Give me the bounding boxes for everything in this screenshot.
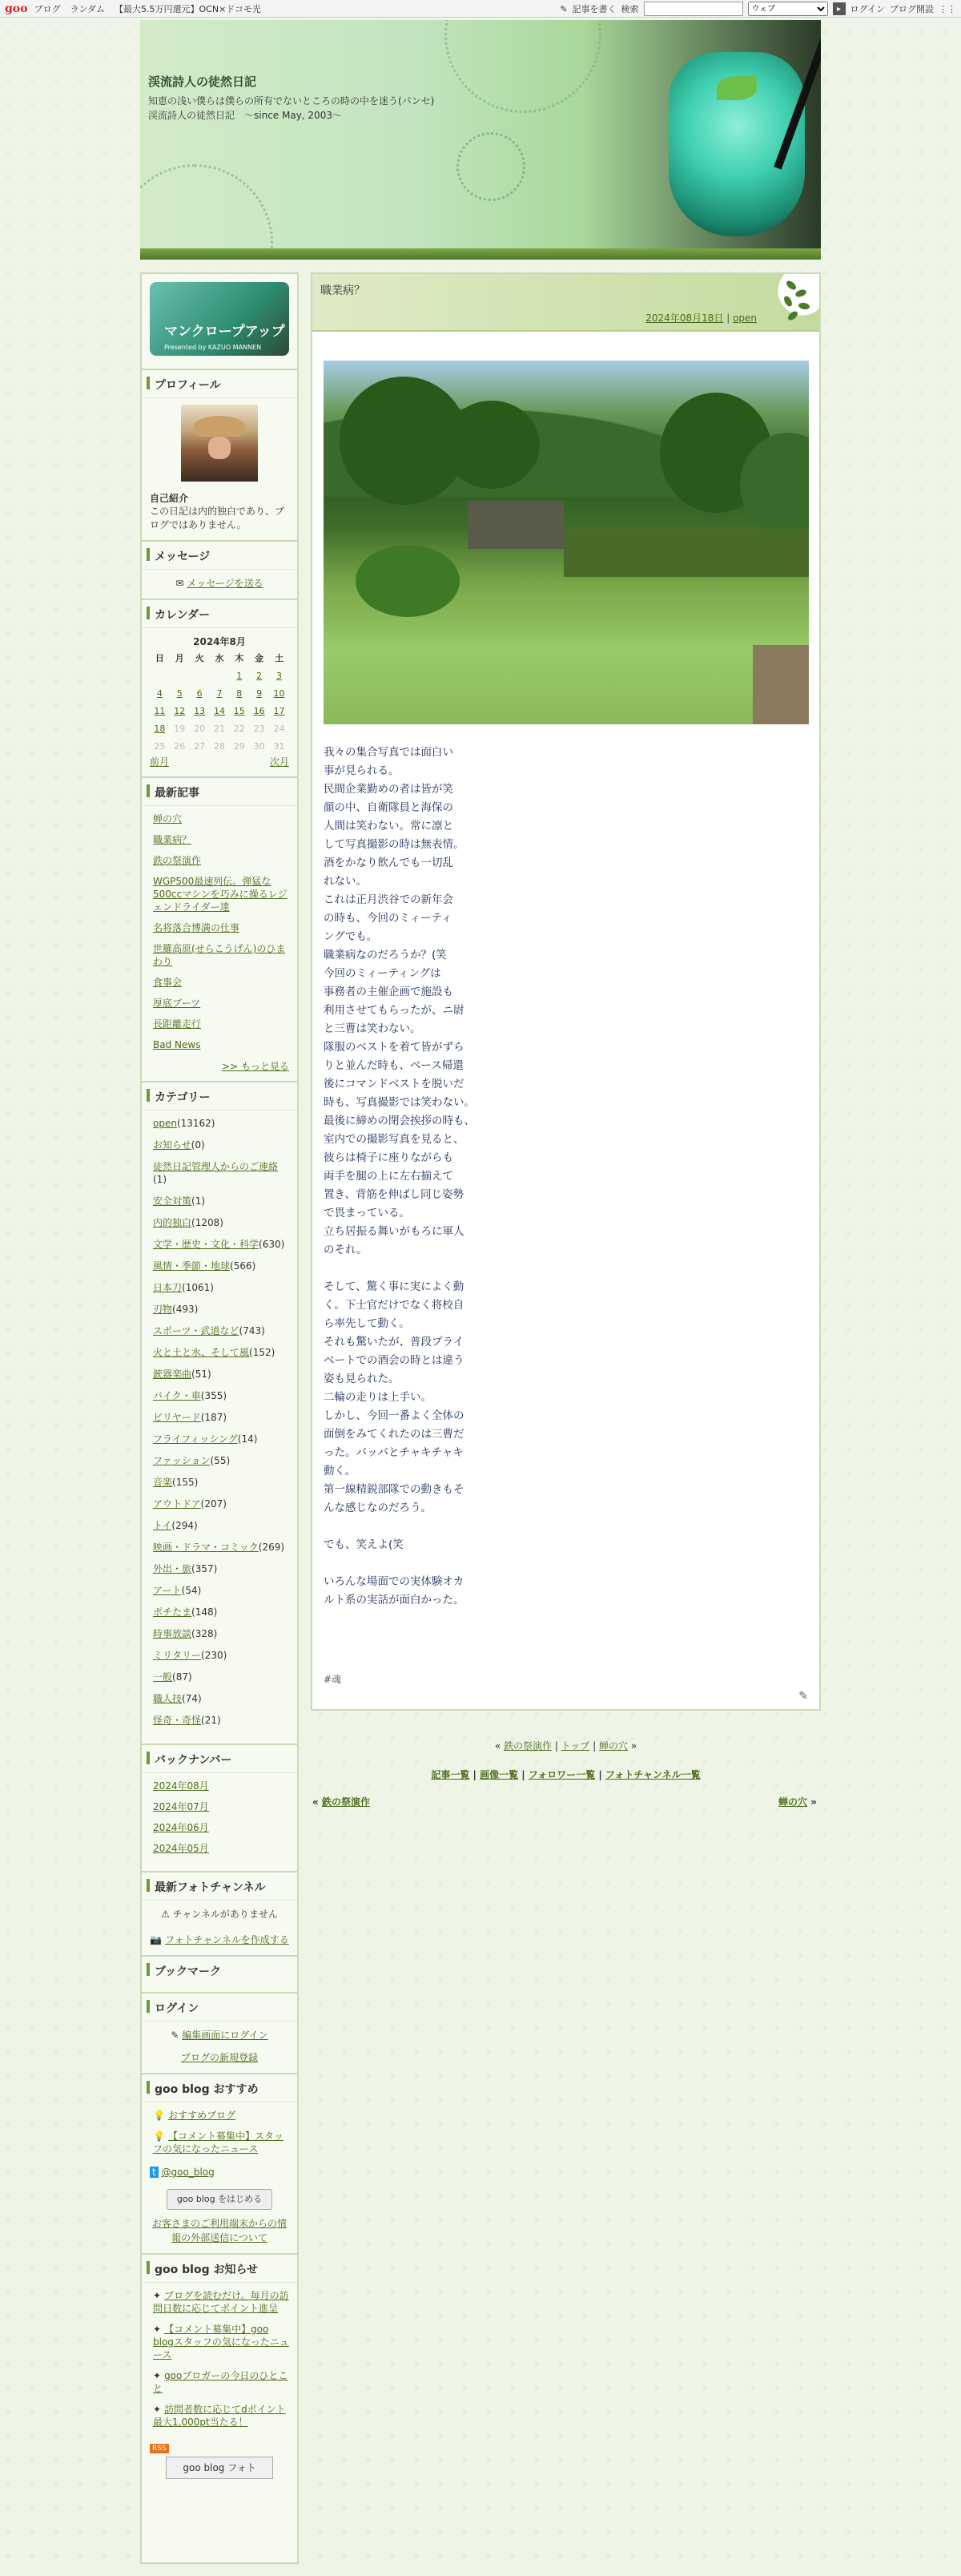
category-count: (51) <box>191 1369 211 1380</box>
menu-grid-icon[interactable]: ⋮⋮ <box>939 3 956 14</box>
next-entry-link[interactable]: 蝉の穴 <box>598 1740 628 1752</box>
recent-item-link[interactable]: WGP500最速列伝。弾猛な500ccマシンを巧みに操るレジェンドライダー達 <box>153 876 287 913</box>
recent-item-link[interactable]: 職業病？ <box>153 834 192 845</box>
follower-list-link[interactable]: フォロワー一覧 <box>528 1769 596 1780</box>
send-message-link[interactable]: メッセージを送る <box>187 578 263 589</box>
category-link[interactable]: スポーツ・武道など <box>153 1325 239 1336</box>
news-box <box>142 2255 297 2487</box>
backnumber-item <box>153 1800 289 1813</box>
category-item <box>153 1454 289 1467</box>
category-item <box>153 1117 289 1130</box>
entry-date-link[interactable]: 2024年08月18日 <box>645 312 724 324</box>
photo-channel-list-link[interactable]: フォトチャンネル一覧 <box>605 1769 701 1780</box>
banner-box <box>142 274 297 370</box>
search-button[interactable]: ▸ <box>833 2 846 15</box>
blog-title[interactable]: 渓流詩人の徒然日記 <box>148 75 257 89</box>
category-link[interactable]: フライフィッシング <box>153 1433 238 1445</box>
recent-box <box>142 778 297 1082</box>
calendar-table <box>150 649 289 755</box>
search-label: 検索 <box>621 4 639 14</box>
category-item <box>153 1671 289 1683</box>
recent-item-link[interactable]: 名将落合博満の仕事 <box>153 922 240 933</box>
login-box <box>142 1993 297 2074</box>
category-link[interactable]: ファッション <box>153 1455 211 1466</box>
category-item <box>153 1260 289 1272</box>
category-count: (357) <box>191 1563 218 1574</box>
leaf-ornament-icon <box>763 274 819 330</box>
calendar-day[interactable]: 2 <box>256 670 263 681</box>
goo-logo[interactable]: goo <box>5 2 28 15</box>
category-link[interactable]: 怪奇・奇怪 <box>153 1715 202 1726</box>
twitter-link[interactable]: @goo_blog <box>161 2167 215 2178</box>
recent-item-link[interactable]: 厚底ブーツ <box>153 998 201 1009</box>
category-count: (13162) <box>176 1118 215 1129</box>
warning-icon: ⚠ <box>161 1909 170 1920</box>
backnumber-item <box>153 1780 289 1792</box>
twitter-icon: t <box>150 2167 159 2178</box>
start-blog-button[interactable]: goo blog をはじめる <box>167 2189 272 2210</box>
calendar-day[interactable]: 6 <box>196 687 203 699</box>
calendar-next-link[interactable]: 次月 <box>269 756 289 768</box>
recent-item <box>153 1018 289 1030</box>
lace-ornament <box>456 132 525 201</box>
category-link[interactable]: 風情・季節・地球 <box>153 1260 231 1272</box>
profile-box <box>142 370 297 542</box>
recent-item-link[interactable]: Bad News <box>153 1039 201 1050</box>
backnumber-heading: バックナンバー <box>142 1745 297 1773</box>
login-heading: ログイン <box>142 1993 297 2022</box>
category-link[interactable]: 職人技 <box>153 1693 183 1704</box>
calendar-day: 28 <box>213 740 225 752</box>
category-item <box>153 1498 289 1510</box>
calendar-day[interactable]: 3 <box>276 670 283 681</box>
calendar-prev-link[interactable]: 前月 <box>150 756 170 768</box>
recent-item <box>153 997 289 1010</box>
entry-meta: 2024年08月18日 | open <box>645 312 757 324</box>
category-count: (87) <box>172 1671 192 1683</box>
category-item <box>153 1160 289 1186</box>
category-link[interactable]: アート <box>153 1585 182 1596</box>
pencil-icon: ✎ <box>171 2030 179 2041</box>
weekday-label: 土 <box>275 653 284 663</box>
category-item <box>153 1216 289 1229</box>
category-link[interactable]: 火と土と水、そして風 <box>153 1347 250 1358</box>
backnumber-list <box>150 1780 289 1855</box>
weekday-label: 金 <box>255 653 264 663</box>
calendar-day: 29 <box>233 740 245 752</box>
calendar-day <box>190 667 210 684</box>
backnumber-item-link[interactable]: 2024年06月 <box>153 1822 209 1833</box>
category-link[interactable]: ミリタリー <box>153 1650 202 1661</box>
category-link[interactable]: 安全対策 <box>153 1195 192 1207</box>
category-link[interactable]: ポチたま <box>153 1606 192 1618</box>
category-count: (54) <box>181 1585 202 1596</box>
calendar-day: 20 <box>194 723 206 734</box>
recommend-heading: goo blog おすすめ <box>142 2074 297 2102</box>
category-item <box>153 1562 289 1575</box>
recommend-item <box>153 2109 289 2122</box>
news-item-link[interactable]: ブログを読むだけ。毎月の訪問日数に応じてポイント進呈 <box>153 2290 289 2314</box>
blog-description: 知恵の浅い僕らは僕らの所有でないところの時の中を迷う(パンセ) 渓流詩人の徒然日記 ～since May, 2003～ <box>148 95 444 121</box>
category-link[interactable]: バイク・車 <box>153 1390 201 1401</box>
backnumber-item-link[interactable]: 2024年08月 <box>153 1780 209 1792</box>
photo-channel-box <box>142 1873 297 1957</box>
calendar-day: 31 <box>273 740 285 752</box>
category-link[interactable]: 日本刀 <box>153 1282 183 1293</box>
category-box <box>142 1082 297 1745</box>
category-item <box>153 1476 289 1489</box>
message-heading: メッセージ <box>142 542 297 570</box>
avatar[interactable] <box>181 405 258 482</box>
recommend-item <box>153 2130 289 2155</box>
category-item <box>153 1324 289 1337</box>
category-count: (187) <box>200 1412 227 1423</box>
recent-item-link[interactable]: 世羅高原(せらこうげん)のひまわり <box>153 943 286 967</box>
write-article-link[interactable]: 記事を書く <box>572 4 617 14</box>
category-count: (55) <box>210 1455 231 1466</box>
category-count: (0) <box>191 1139 205 1151</box>
category-item <box>153 1368 289 1381</box>
category-link[interactable]: 文学・歴史・文化・科学 <box>153 1239 259 1250</box>
category-item <box>153 1346 289 1359</box>
news-item <box>153 2289 289 2315</box>
category-item <box>153 1238 289 1251</box>
goo-blog-photo-button[interactable]: goo blog フォト <box>166 2457 272 2479</box>
calendar-day[interactable]: 8 <box>236 687 243 699</box>
category-count: (1208) <box>191 1217 223 1228</box>
category-count: (294) <box>171 1520 198 1531</box>
next-entry-bottom-link[interactable]: 蝉の穴 <box>778 1796 808 1808</box>
bookmark-box <box>142 1957 297 1993</box>
category-count: (230) <box>201 1650 227 1661</box>
pencil-icon: ✎ <box>560 3 568 14</box>
calendar-heading: カレンダー <box>142 600 297 628</box>
mint-leaf <box>717 76 757 100</box>
category-count: (630) <box>259 1239 285 1250</box>
news-item-link[interactable]: 【コメント募集中】goo blogスタッフの気になったニュース <box>153 2324 289 2360</box>
category-link[interactable]: 内的独白 <box>153 1217 192 1228</box>
category-item <box>153 1584 289 1597</box>
category-count: (493) <box>172 1304 199 1315</box>
message-box <box>142 542 297 600</box>
topbar-link-ad[interactable]: 【最大5.5万円還元】OCN×ドコモ光 <box>115 3 261 14</box>
entry <box>311 272 821 1711</box>
calendar-day: 26 <box>174 740 186 752</box>
category-item <box>153 1411 289 1424</box>
calendar-day[interactable]: 1 <box>236 670 243 681</box>
calendar-day: 23 <box>253 723 265 734</box>
calendar-day[interactable]: 10 <box>273 687 285 699</box>
category-count: (207) <box>200 1498 227 1510</box>
calendar-day[interactable]: 4 <box>156 687 163 699</box>
topbar-link-random[interactable]: ランダム <box>70 3 106 14</box>
rss-icon[interactable]: RSS <box>150 2444 169 2453</box>
blog-open-link[interactable]: ブログ開設 <box>890 4 934 14</box>
calendar-day: 30 <box>253 740 265 752</box>
category-link[interactable]: 音楽 <box>153 1477 173 1488</box>
profile-heading: プロフィール <box>142 370 297 398</box>
category-count: (269) <box>258 1542 285 1553</box>
category-count: (14) <box>237 1433 258 1445</box>
calendar-day[interactable]: 5 <box>176 687 183 699</box>
category-link[interactable]: 映画・ドラマ・コミック <box>153 1542 259 1553</box>
calendar-day[interactable]: 12 <box>174 705 186 716</box>
bulb-icon: 💡 <box>153 2131 165 2142</box>
calendar-day: 22 <box>233 723 245 734</box>
recent-item-link[interactable]: 鉄の祭演作 <box>153 855 202 866</box>
weekday-label: 月 <box>175 653 184 663</box>
news-item <box>153 2369 289 2395</box>
entry-tag[interactable]: #魂 <box>324 1674 342 1685</box>
login-link[interactable]: ログイン <box>850 4 885 14</box>
calendar-day[interactable]: 14 <box>213 705 225 716</box>
recommend-item-link[interactable]: 【コメント募集中】スタッフの気になったニュース <box>153 2131 283 2155</box>
calendar-day[interactable]: 16 <box>253 705 265 716</box>
header-bar <box>140 248 821 260</box>
calendar-box <box>142 600 297 778</box>
recent-item-link[interactable]: 蝉の穴 <box>153 813 183 824</box>
recent-item <box>153 976 289 989</box>
recommend-list <box>150 2109 289 2155</box>
category-item <box>153 1606 289 1619</box>
category-item <box>153 1541 289 1554</box>
category-item <box>153 1519 289 1532</box>
category-count: (155) <box>172 1477 199 1488</box>
calendar-day[interactable]: 7 <box>216 687 223 699</box>
calendar-day[interactable]: 9 <box>256 687 263 699</box>
calendar-day: 25 <box>154 740 166 752</box>
calendar-day: 27 <box>194 740 206 752</box>
lace-ornament <box>140 164 273 248</box>
bulb-icon: ✦ <box>153 2404 162 2415</box>
banner-title: マンクロープアップ <box>164 324 285 340</box>
intro-text: この日記は内的独白であり、ブログではありません。 <box>150 506 285 530</box>
category-link[interactable]: ビリヤード <box>153 1412 201 1423</box>
banner-image[interactable] <box>150 282 289 356</box>
calendar-month: 2024年8月 <box>193 636 246 647</box>
category-link[interactable]: トイ <box>153 1520 172 1531</box>
category-list <box>150 1117 289 1727</box>
calendar-day[interactable]: 17 <box>273 705 285 716</box>
category-item <box>153 1649 289 1662</box>
search-scope-select[interactable] <box>748 2 828 16</box>
recent-item-link[interactable]: 食事会 <box>153 977 183 988</box>
top-bar <box>0 0 961 18</box>
category-count: (1) <box>153 1174 167 1185</box>
calendar-day[interactable]: 18 <box>154 723 166 734</box>
top-link[interactable]: トップ <box>561 1740 590 1752</box>
bulb-icon: ✦ <box>153 2290 162 2301</box>
news-list <box>150 2289 289 2429</box>
category-link[interactable]: 銃器楽曲 <box>153 1369 192 1380</box>
category-link[interactable]: お知らせ <box>153 1139 191 1151</box>
category-link[interactable]: 時事放談 <box>153 1628 192 1639</box>
weekday-label: 日 <box>155 653 164 663</box>
news-heading: goo blog お知らせ <box>142 2255 297 2283</box>
search-input[interactable] <box>644 2 743 16</box>
category-link[interactable]: 刃物 <box>153 1304 173 1315</box>
list-links: 記事一覧 | 画像一覧 | フォロワー一覧 | フォトチャンネル一覧 <box>431 1769 701 1780</box>
recent-item <box>153 875 289 913</box>
category-item <box>153 1692 289 1705</box>
photo-channel-heading: 最新フォトチャンネル <box>142 1873 297 1901</box>
category-item <box>153 1627 289 1640</box>
prev-entry-link[interactable]: 鉄の祭演作 <box>503 1740 552 1752</box>
backnumber-item-link[interactable]: 2024年05月 <box>153 1843 209 1854</box>
category-item <box>153 1389 289 1402</box>
entry-body: 我々の集合写真では面白い 事が見られる。 民間企業勤めの者は皆が笑 顔の中、自衛隊員と海保の 人間は笑わない。常に凛と して写真撮影の時は無表情。 酒をかなり飲んでも一切乱 れない。 これは正月渋谷での新年会 の時も、今回のミィーティ ングでも。 職業病なのだろうか？(笑 今回のミィーティングは 事務者の主催企画で施設も 利用させてもらったが、ニ尉 と三曹は笑わない。 隊服のベストを着て皆がずら りと並んだ時も、ベース帰還 後にコマンドベストを脱いだ 時も、写真撮影では笑わない。 最後に締めの閉会挨拶の時も、 室内での撮影写真を見ると、 彼らは椅子に座りながらも 両手を腿の上に左右揃えて 置き、背筋を伸ばし同じ姿勢 で畏まっている。 立ち居振る舞いがもろに軍人 のそれ。 そして、驚く事に実によく動 く。下士官だけでなく将校自 ら率先して動く。 それも驚いたが、普段プライ ベートでの酒会の時とは違う 姿も見られた。 二輪の走りは上手い。 しかし、今回一番よく全体の 面倒をみてくれたのは三曹だ った。パッパとチャキチャキ 動く。 第一線精鋭部隊での動きもそ んな感じなのだろう。 でも、笑えよ(笑 いろんな場面での実体験オカ ルト系の実話が面白かった。 <box>324 746 475 1606</box>
calendar-day[interactable]: 13 <box>194 705 206 716</box>
category-link[interactable]: 外出・旅 <box>153 1563 192 1574</box>
edit-icon[interactable]: ✎ <box>798 1690 808 1703</box>
next-bottom: 蝉の穴 » <box>778 1796 817 1808</box>
category-item <box>153 1281 289 1294</box>
category-link[interactable]: 一般 <box>153 1671 173 1683</box>
weekday-label: 水 <box>215 653 224 663</box>
entry-photo[interactable] <box>324 361 809 724</box>
recent-list <box>150 812 289 1051</box>
category-count: (1) <box>191 1195 206 1207</box>
category-link[interactable]: open <box>153 1118 177 1129</box>
category-link[interactable]: アウトドア <box>153 1498 201 1510</box>
calendar-day[interactable]: 11 <box>154 705 166 716</box>
category-item <box>153 1195 289 1207</box>
prev-entry-bottom-link[interactable]: 鉄の祭演作 <box>321 1796 370 1808</box>
news-item-link[interactable]: gooブロガーの今日のひとこと <box>153 2370 288 2394</box>
calendar-day: 24 <box>273 723 285 734</box>
bulb-icon: 💡 <box>153 2110 165 2121</box>
category-count: (328) <box>191 1628 218 1639</box>
external-info-link[interactable]: お客さまのご利用端末からの情報の外部送信について <box>151 2218 287 2243</box>
recent-item <box>153 854 289 867</box>
envelope-icon: ✉ <box>175 578 184 589</box>
bulb-icon: ✦ <box>153 2370 162 2381</box>
banner-sub: Presented by KAZUO MANNEN <box>164 344 262 351</box>
image-list-link[interactable]: 画像一覧 <box>480 1769 519 1780</box>
category-count: (152) <box>249 1347 275 1358</box>
news-item-link[interactable]: 訪問者数に応じてdポイント最大1,000pt当たる！ <box>153 2404 286 2428</box>
category-item <box>153 1303 289 1316</box>
backnumber-item <box>153 1842 289 1855</box>
category-item <box>153 1714 289 1727</box>
news-item <box>153 2403 289 2429</box>
no-channel-text: チャンネルがありません <box>172 1909 278 1920</box>
category-count: (355) <box>200 1390 227 1401</box>
recent-item <box>153 1038 289 1051</box>
calendar-day <box>170 667 190 684</box>
category-link[interactable]: 徒然日記管理人からのご連絡 <box>153 1161 279 1172</box>
category-heading: カテゴリー <box>142 1082 297 1111</box>
recent-heading: 最新記事 <box>142 778 297 806</box>
calendar-day <box>210 667 230 684</box>
prev-bottom: « 鉄の祭演作 <box>312 1796 370 1808</box>
category-count: (148) <box>191 1606 218 1618</box>
entry-category-link[interactable]: open <box>733 312 757 324</box>
recent-item <box>153 942 289 968</box>
news-item <box>153 2323 289 2361</box>
weekday-label: 木 <box>235 653 244 663</box>
calendar-day <box>150 667 170 684</box>
category-item <box>153 1433 289 1445</box>
intro-title: 自己紹介 <box>150 493 189 504</box>
category-count: (74) <box>182 1693 202 1704</box>
backnumber-box <box>142 1745 297 1873</box>
blog-header <box>140 20 821 248</box>
category-count: (21) <box>201 1715 221 1726</box>
camera-icon: 📷 <box>150 1934 163 1945</box>
entry-title[interactable]: 職業病？ <box>320 284 365 297</box>
sidebar <box>140 272 299 2564</box>
lace-ornament <box>444 20 601 113</box>
category-item <box>153 1139 289 1151</box>
category-count: (566) <box>230 1260 256 1272</box>
article-list-link[interactable]: 記事一覧 <box>431 1769 470 1780</box>
category-count: (743) <box>239 1325 265 1336</box>
weekday-label: 火 <box>195 653 204 663</box>
topbar-link-blog[interactable]: ブログ <box>34 3 61 14</box>
calendar-day[interactable]: 15 <box>233 705 245 716</box>
backnumber-item <box>153 1821 289 1834</box>
backnumber-item-link[interactable]: 2024年07月 <box>153 1801 209 1812</box>
recommend-box <box>142 2074 297 2255</box>
entry-nav: « 鉄の祭演作 | トップ | 蝉の穴 » <box>494 1740 637 1752</box>
calendar-day: 21 <box>213 723 225 734</box>
recent-item <box>153 833 289 846</box>
more-articles-link[interactable]: >> もっと見る <box>222 1061 289 1072</box>
bulb-icon: ✦ <box>153 2324 162 2335</box>
calendar-day: 19 <box>174 723 186 734</box>
create-photo-channel-link[interactable]: フォトチャンネルを作成する <box>165 1934 289 1945</box>
entry-header <box>312 274 819 332</box>
category-count: (1061) <box>182 1282 214 1293</box>
recent-item-link[interactable]: 長距離走行 <box>153 1018 202 1030</box>
recommend-item-link[interactable]: おすすめブログ <box>167 2110 236 2121</box>
recent-item <box>153 921 289 934</box>
bookmark-heading: ブックマーク <box>142 1957 297 1984</box>
edit-login-link[interactable]: 編集画面にログイン <box>182 2030 268 2041</box>
recent-item <box>153 812 289 825</box>
register-blog-link[interactable]: ブログの新規登録 <box>180 2052 258 2063</box>
